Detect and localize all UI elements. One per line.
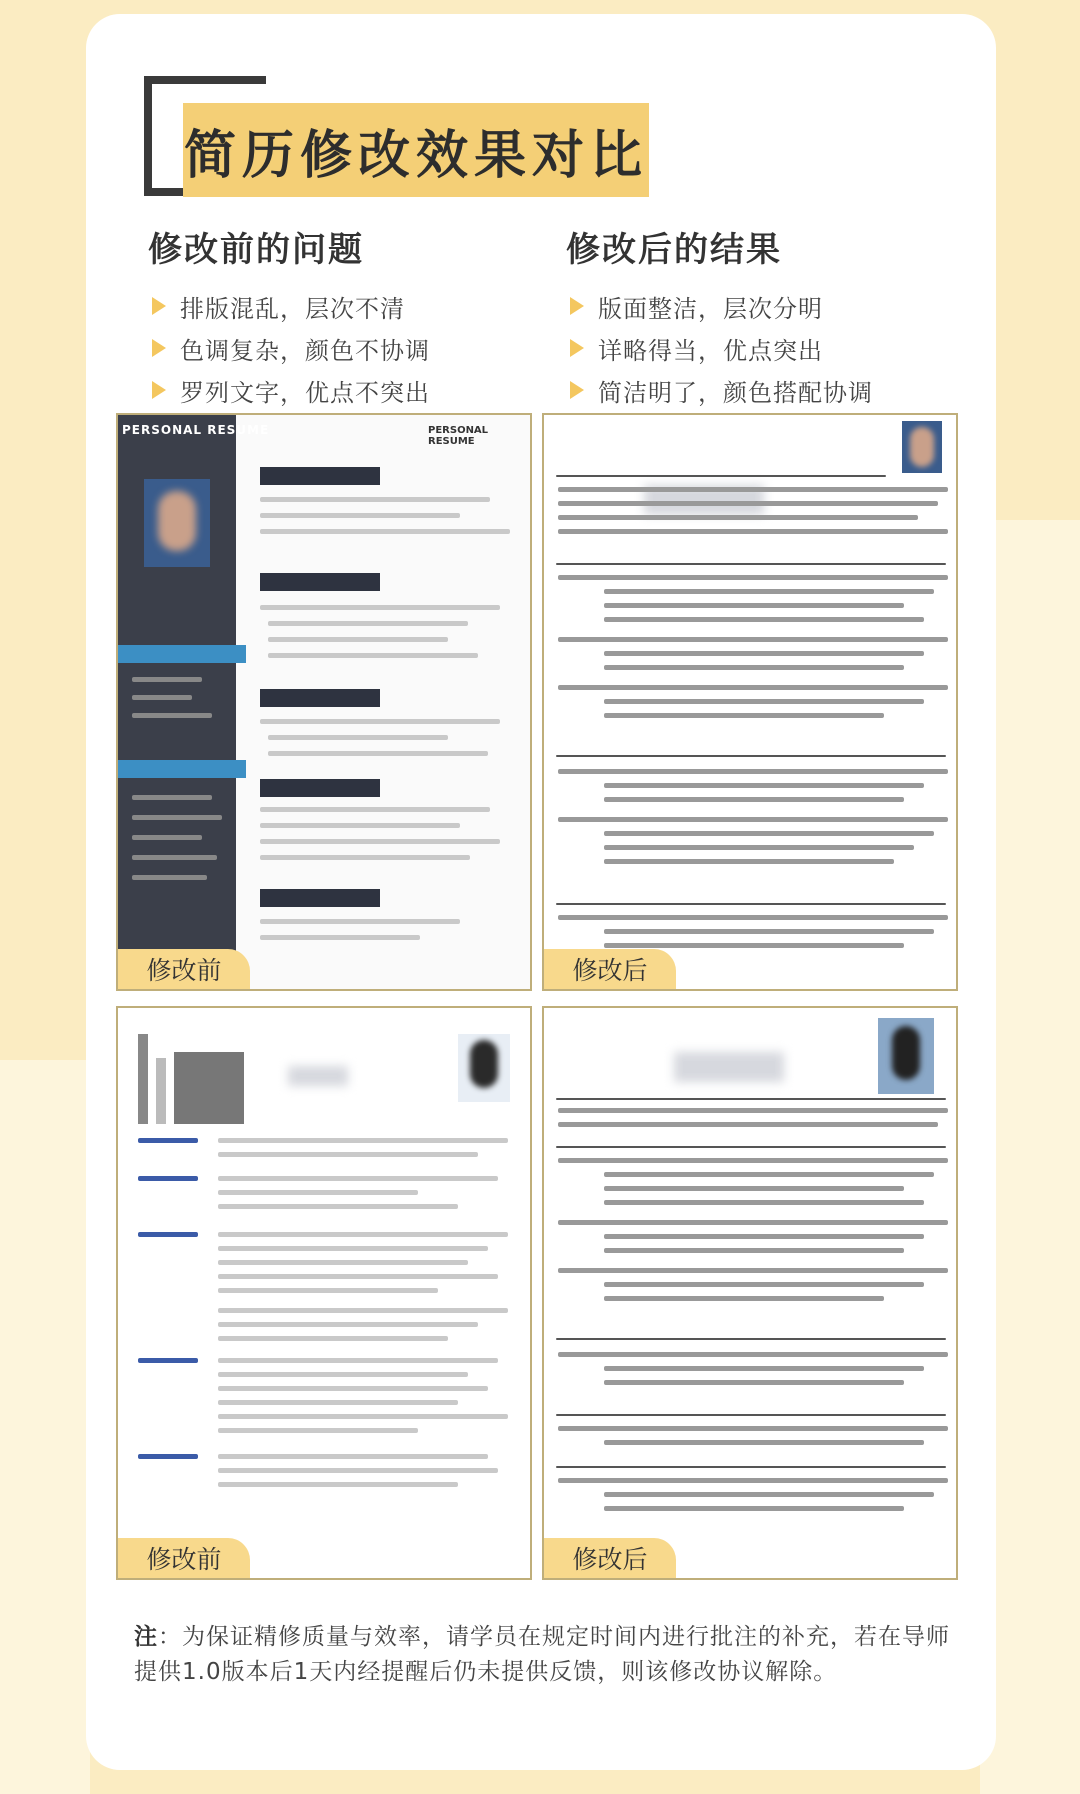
text-line: [260, 497, 490, 502]
text-line: [558, 915, 948, 920]
text-line: [218, 1400, 458, 1405]
decorative-bars: [156, 1058, 166, 1124]
text-line: [260, 513, 460, 518]
text-line: [138, 1176, 198, 1181]
text-line: [604, 845, 914, 850]
text-line: [218, 1232, 508, 1237]
resume-sample-after-2: [542, 1006, 958, 1580]
section-rule: [556, 475, 886, 477]
text-line: [558, 575, 948, 580]
avatar: [878, 1018, 934, 1094]
section-rule: [556, 1146, 946, 1148]
resume-section-bar: [260, 573, 380, 591]
text-line: [218, 1322, 478, 1327]
text-line: [218, 1454, 488, 1459]
text-line: [558, 769, 948, 774]
text-line: [558, 685, 948, 690]
text-line: [132, 795, 212, 800]
text-line: [558, 515, 918, 520]
text-line: [604, 1186, 904, 1191]
resume-header-text: PERSONAL RESUME: [122, 423, 270, 437]
text-line: [260, 529, 510, 534]
text-line: [260, 919, 460, 924]
text-line: [132, 835, 202, 840]
after-label-tag: 修改后: [544, 949, 676, 989]
text-line: [132, 713, 212, 718]
after-item: 版面整洁，层次分明: [566, 285, 873, 327]
text-line: [604, 1200, 924, 1205]
text-line: [138, 1232, 198, 1237]
footnote-prefix: 注: [134, 1624, 158, 1650]
resume-section-bar: [260, 889, 380, 907]
text-line: [558, 1426, 948, 1431]
text-line: [558, 501, 938, 506]
text-line: [558, 529, 948, 534]
text-line: [604, 929, 934, 934]
text-line: [138, 1454, 198, 1459]
before-problems-column: [148, 222, 430, 411]
text-line: [218, 1274, 498, 1279]
text-line: [268, 637, 448, 642]
text-line: [604, 1234, 924, 1239]
before-item: 排版混乱，层次不清: [148, 285, 430, 327]
blurred-contact: [674, 1052, 784, 1082]
text-line: [558, 637, 948, 642]
section-rule: [556, 1098, 946, 1100]
resume-section-bar: [118, 645, 246, 663]
text-line: [260, 807, 490, 812]
background-shape-bottom: [0, 1060, 90, 1794]
text-line: [604, 1282, 924, 1287]
text-line: [218, 1372, 468, 1377]
text-line: [218, 1482, 458, 1487]
resume-section-bar: [260, 689, 380, 707]
text-line: [138, 1358, 198, 1363]
avatar: [144, 479, 210, 567]
text-line: [218, 1288, 438, 1293]
resume-header-right: PERSONAL RESUME: [428, 425, 489, 447]
text-line: [604, 859, 894, 864]
decorative-bars: [174, 1052, 244, 1124]
text-line: [218, 1138, 508, 1143]
text-line: [558, 1220, 948, 1225]
text-line: [218, 1336, 448, 1341]
text-line: [260, 719, 500, 724]
resume-section-bar: [260, 779, 380, 797]
text-line: [604, 1492, 934, 1497]
text-line: [218, 1308, 508, 1313]
section-rule: [556, 1466, 946, 1468]
text-line: [218, 1246, 488, 1251]
text-line: [260, 823, 460, 828]
section-rule: [556, 563, 946, 565]
text-line: [604, 603, 904, 608]
text-line: [604, 713, 884, 718]
text-line: [260, 605, 500, 610]
text-line: [604, 943, 904, 948]
text-line: [218, 1176, 498, 1181]
text-line: [218, 1260, 468, 1265]
before-item: 色调复杂，颜色不协调: [148, 327, 430, 369]
decorative-bars: [138, 1034, 148, 1124]
text-line: [260, 855, 470, 860]
bullet-triangle-icon: [152, 381, 166, 399]
text-line: [218, 1358, 498, 1363]
footnote-text: ：为保证精修质量与效率，请学员在规定时间内进行批注的补充，若在导师提供1.0版本后1天内经提醒后仍未提供反馈，则该修改协议解除。: [134, 1624, 950, 1685]
resume-sample-after-1: [542, 413, 958, 991]
page-title-banner: [183, 103, 649, 197]
bullet-triangle-icon: [570, 381, 584, 399]
text-line: [604, 1248, 904, 1253]
text-line: [604, 699, 924, 704]
section-rule: [556, 903, 946, 905]
text-line: [604, 1506, 904, 1511]
text-line: [218, 1428, 418, 1433]
text-line: [604, 831, 934, 836]
avatar: [458, 1034, 510, 1102]
before-item: 罗列文字，优点不突出: [148, 369, 430, 411]
footnote: [134, 1620, 954, 1690]
text-line: [558, 1352, 948, 1357]
bullet-triangle-icon: [152, 297, 166, 315]
text-line: [558, 1478, 948, 1483]
resume-sample-before-1: [116, 413, 532, 991]
text-line: [604, 1380, 904, 1385]
text-line: [132, 695, 192, 700]
page-title: 简历修改效果对比: [183, 125, 648, 186]
resume-section-bar: [260, 467, 380, 485]
text-line: [132, 855, 217, 860]
bullet-triangle-icon: [570, 297, 584, 315]
text-line: [132, 875, 207, 880]
text-line: [268, 735, 448, 740]
text-line: [558, 1268, 948, 1273]
resume-sample-before-2: [116, 1006, 532, 1580]
before-heading: 修改前的问题: [148, 230, 364, 270]
resume-section-bar: [118, 760, 246, 778]
text-line: [604, 665, 904, 670]
text-line: [558, 817, 948, 822]
section-rule: [556, 1338, 946, 1340]
text-line: [260, 839, 500, 844]
text-line: [604, 651, 924, 656]
after-heading: 修改后的结果: [566, 230, 782, 270]
text-line: [268, 621, 468, 626]
text-line: [138, 1138, 198, 1143]
bullet-triangle-icon: [570, 339, 584, 357]
text-line: [558, 487, 948, 492]
text-line: [268, 653, 478, 658]
text-line: [604, 1296, 884, 1301]
text-line: [604, 797, 904, 802]
text-line: [218, 1190, 418, 1195]
text-line: [132, 677, 202, 682]
after-results-column: [566, 222, 873, 411]
text-line: [604, 1366, 924, 1371]
text-line: [268, 751, 488, 756]
text-line: [604, 589, 934, 594]
text-line: [558, 1158, 948, 1163]
text-line: [132, 815, 222, 820]
text-line: [218, 1204, 458, 1209]
after-label-tag: 修改后: [544, 1538, 676, 1578]
text-line: [218, 1414, 508, 1419]
section-rule: [556, 755, 946, 757]
text-line: [218, 1386, 488, 1391]
blurred-contact: [288, 1066, 348, 1086]
text-line: [558, 1122, 938, 1127]
before-label-tag: 修改前: [118, 949, 250, 989]
avatar: [902, 421, 942, 473]
text-line: [558, 1108, 948, 1113]
text-line: [604, 617, 924, 622]
after-item: 简洁明了，颜色搭配协调: [566, 369, 873, 411]
text-line: [604, 783, 924, 788]
after-item: 详略得当，优点突出: [566, 327, 873, 369]
section-rule: [556, 1414, 946, 1416]
before-label-tag: 修改前: [118, 1538, 250, 1578]
text-line: [260, 935, 420, 940]
text-line: [604, 1172, 934, 1177]
text-line: [218, 1468, 498, 1473]
text-line: [218, 1152, 478, 1157]
text-line: [604, 1440, 924, 1445]
bullet-triangle-icon: [152, 339, 166, 357]
